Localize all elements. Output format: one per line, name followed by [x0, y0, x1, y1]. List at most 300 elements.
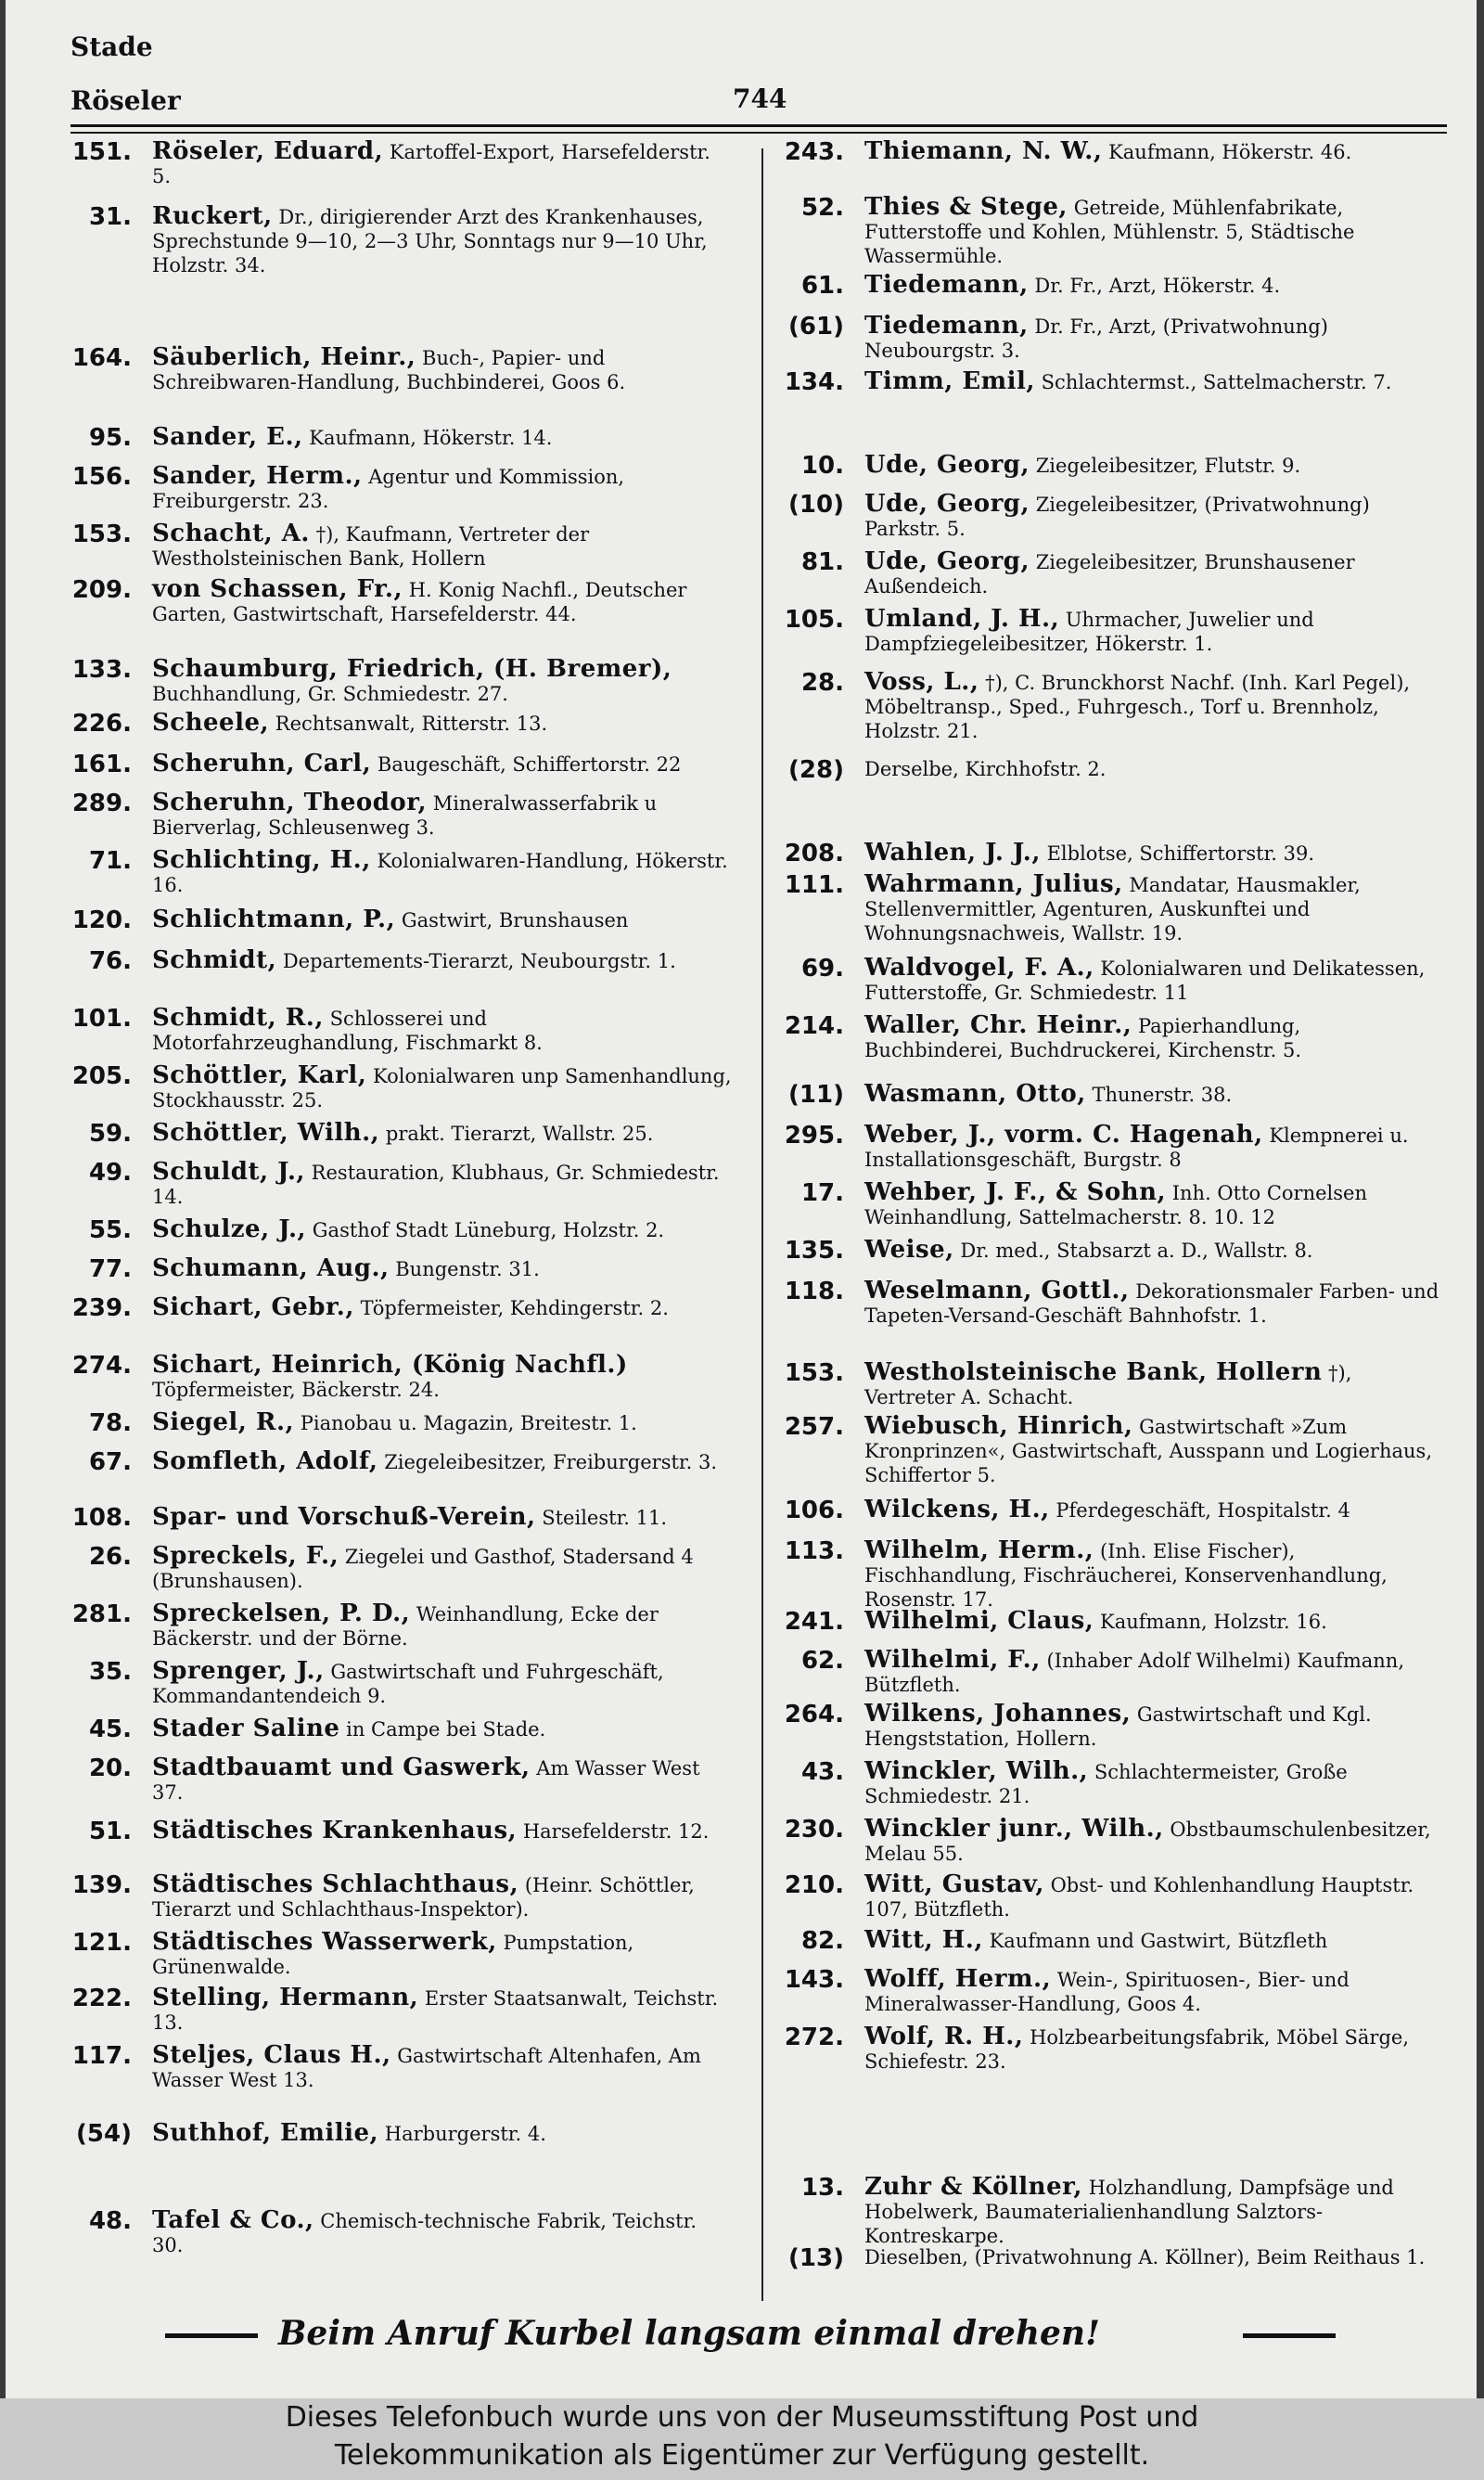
entry-text — [864, 1013, 1445, 1062]
entry-phone-number: (10) — [788, 491, 844, 519]
column-divider — [761, 148, 763, 2301]
entry-name: Weise, — [864, 1236, 954, 1264]
entry-name: Waldvogel, F. A., — [864, 954, 1094, 982]
directory-entry — [70, 657, 734, 706]
entry-text — [864, 139, 1445, 166]
directory-entry — [775, 1967, 1445, 2016]
entry-detail: Getreide, Mühlenfabrikate, Futterstoffe und Kohlen, Mühlenstr. 5, Städtische Wassermühle. — [864, 197, 1355, 267]
directory-entry — [70, 1872, 734, 1921]
entry-text — [152, 204, 734, 277]
entry-text — [152, 577, 734, 626]
entry-name: Schöttler, Karl, — [152, 1061, 367, 1089]
entry-text — [864, 1817, 1445, 1866]
directory-entry — [775, 314, 1445, 363]
entry-detail: Gastwirtschaft und Kgl. Hengststation, Hollern. — [864, 1703, 1372, 1750]
entry-phone-number: 241. — [784, 1608, 844, 1636]
directory-entry — [70, 1544, 734, 1593]
entry-detail: Dr. Fr., Arzt, Hökerstr. 4. — [1034, 275, 1281, 297]
entry-phone-number: 117. — [71, 2042, 132, 2070]
directory-entry — [70, 1985, 734, 2035]
entry-detail: Buch-, Papier- und Schreibwaren-Handlung, Buchbinderei, Goos 6. — [152, 347, 626, 393]
entry-text — [152, 790, 734, 840]
entry-text — [152, 1006, 734, 1055]
directory-entry — [775, 607, 1445, 656]
entry-phone-number: 52. — [800, 194, 844, 222]
entry-name: Winckler junr., Wilh., — [864, 1815, 1164, 1843]
directory-entry — [775, 273, 1445, 300]
entry-name: Wilckens, H., — [864, 1496, 1050, 1523]
entry-detail: Thunerstr. 38. — [1092, 1084, 1233, 1106]
directory-entry — [775, 492, 1445, 541]
entry-phone-number: 105. — [784, 606, 844, 634]
directory-entry — [70, 1716, 734, 1743]
entry-phone-number: 121. — [71, 1929, 132, 1957]
entry-phone-number: 295. — [784, 1122, 844, 1150]
page-number: 744 — [733, 84, 787, 114]
entry-name: Sander, E., — [152, 423, 303, 451]
entry-detail: Gasthof Stadt Lüneburg, Holzstr. 2. — [312, 1219, 665, 1241]
entry-text — [152, 1930, 734, 1979]
entry-name: Wahlen, J. J., — [864, 839, 1041, 867]
entry-detail: Kartoffel-Export, Harsefelderstr. 5. — [152, 141, 710, 187]
entry-text — [864, 1180, 1445, 1229]
entry-name: Voss, L., — [864, 668, 979, 696]
directory-entry — [70, 1659, 734, 1708]
entry-text — [152, 139, 734, 188]
directory-entry — [775, 195, 1445, 268]
entry-name: Schmidt, — [152, 946, 277, 974]
entry-name: Schlichting, H., — [152, 846, 371, 874]
entry-detail: Ziegeleibesitzer, Brunshausener Außendeich. — [864, 551, 1355, 598]
entry-detail: Buchhandlung, Gr. Schmiedestr. 27. — [152, 683, 508, 705]
entry-detail: Kaufmann, Holzstr. 16. — [1100, 1611, 1327, 1633]
entry-phone-number: 61. — [800, 272, 844, 300]
entry-name: Schuldt, J., — [152, 1158, 305, 1186]
header-rule-bottom — [70, 132, 1447, 134]
entry-name: Wolf, R. H., — [864, 2023, 1024, 2050]
entry-phone-number: 113. — [784, 1537, 844, 1565]
entry-detail: Töpfermeister, Bäckerstr. 24. — [152, 1379, 440, 1401]
directory-entry — [775, 757, 1445, 784]
directory-entry — [775, 1759, 1445, 1808]
entry-detail: Obstbaumschulenbesitzer, Melau 55. — [864, 1818, 1431, 1865]
entry-text — [152, 1755, 734, 1805]
entry-text — [864, 1497, 1445, 1524]
entry-detail: Klempnerei u. Installationsgeschäft, Burgstr. 8 — [864, 1124, 1409, 1171]
entry-detail: Kolonialwaren und Delikatessen, Futterstoffe, Gr. Schmiedestr. 11 — [864, 957, 1426, 1004]
directory-entry — [70, 1160, 734, 1209]
directory-entry — [70, 1353, 734, 1402]
directory-entry — [70, 948, 734, 975]
caption-line-1: Dieses Telefonbuch wurde uns von der Museumsstiftung Post und — [285, 2401, 1199, 2434]
entry-detail: Schlachtermst., Sattelmacherstr. 7. — [1041, 371, 1392, 393]
entry-phone-number: 81. — [800, 548, 844, 576]
entry-text — [864, 1360, 1445, 1409]
entry-text — [152, 2043, 734, 2092]
entry-text — [864, 956, 1445, 1005]
entry-text — [864, 1279, 1445, 1328]
entry-phone-number: 62. — [800, 1647, 844, 1675]
entry-detail: Pumpstation, Grünenwalde. — [152, 1932, 634, 1978]
entry-phone-number: 31. — [88, 203, 132, 231]
entry-name: Sichart, Heinrich, (König Nachfl.) — [152, 1351, 628, 1379]
entry-text — [152, 2121, 734, 2148]
entry-text — [152, 752, 734, 778]
entry-detail: Dieselben, (Privatwohnung A. Köllner), Beim Reithaus 1. — [864, 2246, 1426, 2268]
entry-phone-number: (54) — [76, 2120, 132, 2148]
entry-name: Sichart, Gebr., — [152, 1293, 354, 1321]
entry-detail: Steilestr. 11. — [542, 1507, 668, 1529]
entry-name: Winckler, Wilh., — [864, 1757, 1089, 1785]
entry-text — [864, 549, 1445, 598]
entry-name: Sander, Herm., — [152, 462, 363, 490]
entry-text — [864, 1538, 1445, 1612]
directory-entry — [775, 670, 1445, 743]
entry-name: Siegel, R., — [152, 1408, 295, 1436]
archive-caption — [0, 2398, 1484, 2480]
entry-text — [864, 1967, 1445, 2016]
entry-text — [152, 1121, 734, 1148]
directory-entry — [70, 345, 734, 394]
entry-name: Wilhelm, Herm., — [864, 1536, 1094, 1564]
entry-phone-number: (13) — [788, 2244, 844, 2272]
entry-text — [152, 1985, 734, 2035]
directory-entry — [70, 1449, 734, 1476]
header-place: Stade — [70, 32, 153, 62]
entry-text — [864, 369, 1445, 396]
directory-entry — [70, 1505, 734, 1532]
entry-phone-number: 101. — [71, 1005, 132, 1033]
entry-text — [864, 607, 1445, 656]
entry-text — [152, 345, 734, 394]
entry-name: Stadtbauamt und Gaswerk, — [152, 1754, 531, 1781]
entry-text — [152, 1659, 734, 1708]
entry-text — [864, 872, 1445, 945]
entry-text — [152, 1353, 734, 1402]
entry-phone-number: 143. — [784, 1966, 844, 1994]
entry-phone-number: 230. — [784, 1816, 844, 1844]
entry-detail: Obst- und Kohlenhandlung Hauptstr. 107, Bützfleth. — [864, 1874, 1414, 1921]
entry-name: Schumann, Aug., — [152, 1254, 390, 1282]
entry-detail: Dr. Fr., Arzt, (Privatwohnung) Neubourgstr. 3. — [864, 315, 1328, 362]
entry-name: Schacht, A. — [152, 520, 310, 547]
entry-text — [864, 2245, 1445, 2272]
entry-text — [152, 1256, 734, 1283]
entry-name: Scheele, — [152, 709, 270, 737]
entry-detail: Pferdegeschäft, Hospitalstr. 4 — [1055, 1499, 1350, 1522]
entry-detail: Restauration, Klubhaus, Gr. Schmiedestr. 14. — [152, 1162, 720, 1208]
entry-detail: prakt. Tierarzt, Wallstr. 25. — [385, 1123, 654, 1145]
directory-entry — [70, 1006, 734, 1055]
footer-notice: Beim Anruf Kurbel langsam einmal drehen! — [278, 2314, 1100, 2353]
entry-detail: Gastwirtschaft »Zum Kronprinzen«, Gastwirtschaft, Ausspann und Logierhaus, Schiffertor 5. — [864, 1416, 1432, 1486]
entry-text — [864, 1609, 1445, 1636]
entry-phone-number: 164. — [71, 344, 132, 372]
entry-phone-number: 214. — [784, 1012, 844, 1040]
entry-name: Stader Saline — [152, 1715, 340, 1742]
entry-detail: Schlosserei und Motorfahrzeughandlung, Fischmarkt 8. — [152, 1008, 543, 1054]
entry-detail: Holzbearbeitungsfabrik, Möbel Särge, Schiefestr. 23. — [864, 2026, 1410, 2073]
entry-text — [864, 841, 1445, 867]
entry-detail: Kaufmann, Hökerstr. 14. — [309, 427, 553, 449]
entry-phone-number: 59. — [88, 1120, 132, 1148]
entry-phone-number: 20. — [88, 1754, 132, 1782]
entry-text — [152, 425, 734, 452]
directory-entry — [775, 1497, 1445, 1524]
entry-text — [152, 1160, 734, 1209]
directory-entry — [70, 790, 734, 840]
entry-text — [864, 670, 1445, 743]
entry-phone-number: 111. — [784, 871, 844, 899]
entry-phone-number: 161. — [71, 751, 132, 778]
entry-phone-number: 264. — [784, 1701, 844, 1728]
entry-phone-number: 76. — [88, 947, 132, 975]
entry-name: Städtisches Wasserwerk, — [152, 1928, 497, 1956]
directory-entry — [70, 139, 734, 188]
entry-phone-number: 95. — [88, 424, 132, 452]
footer-rule-right — [1243, 2333, 1336, 2338]
entry-phone-number: 17. — [800, 1179, 844, 1207]
entry-phone-number: 153. — [784, 1359, 844, 1387]
entry-phone-number: 208. — [784, 840, 844, 867]
entry-phone-number: 134. — [784, 368, 844, 396]
entry-phone-number: 55. — [88, 1216, 132, 1244]
directory-entry — [775, 1013, 1445, 1062]
directory-entry — [70, 1818, 734, 1845]
entry-name: Stelling, Hermann, — [152, 1984, 419, 2011]
directory-entry — [775, 1360, 1445, 1409]
directory-entry — [70, 2043, 734, 2092]
directory-entry — [70, 1410, 734, 1437]
entry-name: Somfleth, Adolf, — [152, 1447, 378, 1475]
entry-text — [152, 907, 734, 934]
entry-text — [864, 2024, 1445, 2074]
entry-detail: Uhrmacher, Juwelier und Dampfziegeleibesitzer, Hökerstr. 1. — [864, 609, 1314, 655]
entry-detail: (Inh. Elise Fischer), Fischhandlung, Fischräucherei, Konservenhandlung, Rosenstr. 17. — [864, 1540, 1388, 1611]
entry-name: Sprenger, J., — [152, 1657, 325, 1685]
entry-name: Thiemann, N. W., — [864, 137, 1103, 165]
entry-phone-number: 82. — [800, 1927, 844, 1955]
entry-text — [864, 1123, 1445, 1172]
entry-name: Westholsteinische Bank, Hollern — [864, 1358, 1323, 1386]
entry-detail: Kolonialwaren-Handlung, Hökerstr. 16. — [152, 850, 728, 896]
directory-entry — [775, 2245, 1445, 2272]
entry-detail: Dekorationsmaler Farben- und Tapeten-Versand-Geschäft Bahnhofstr. 1. — [864, 1280, 1439, 1327]
entry-detail: Chemisch-technische Fabrik, Teichstr. 30. — [152, 2210, 697, 2256]
directory-entry — [70, 1755, 734, 1805]
entry-text — [864, 453, 1445, 480]
entry-phone-number: 281. — [71, 1600, 132, 1628]
directory-entry — [70, 1121, 734, 1148]
entry-name: Tiedemann, — [864, 312, 1029, 340]
entry-text — [864, 1928, 1445, 1955]
directory-entry — [70, 577, 734, 626]
entry-phone-number: 156. — [71, 463, 132, 491]
entry-name: Scheruhn, Theodor, — [152, 789, 428, 816]
directory-entry — [70, 1295, 734, 1322]
entry-text — [152, 464, 734, 513]
entry-text — [864, 1759, 1445, 1808]
entry-text — [152, 948, 734, 975]
entry-text — [152, 1505, 734, 1532]
entry-name: Tafel & Co., — [152, 2206, 314, 2234]
entry-detail: Inh. Otto Cornelsen Weinhandlung, Sattelmacherstr. 8. 10. 12 — [864, 1182, 1367, 1228]
entry-detail: Kaufmann, Hökerstr. 46. — [1108, 141, 1352, 163]
entry-detail: (Inhaber Adolf Wilhelmi) Kaufmann, Bützfleth. — [864, 1650, 1404, 1696]
entry-detail: Holzhandlung, Dampfsäge und Hobelwerk, Baumaterialienhandlung Salztors-Kontreskarpe. — [864, 2177, 1394, 2247]
entry-detail: Kolonialwaren unp Samenhandlung, Stockhausstr. 25. — [152, 1065, 732, 1112]
entry-name: Röseler, Eduard, — [152, 137, 384, 165]
entry-detail: Am Wasser West 37. — [152, 1757, 700, 1804]
entry-detail: Ziegeleibesitzer, Flutstr. 9. — [1035, 455, 1301, 477]
header-rule-top — [70, 124, 1447, 127]
entry-detail: Erster Staatsanwalt, Teichstr. 13. — [152, 1987, 719, 2034]
entry-text — [152, 1449, 734, 1476]
directory-entry — [70, 711, 734, 738]
entry-detail: Harsefelderstr. 12. — [522, 1820, 710, 1843]
entry-name: Waller, Chr. Heinr., — [864, 1011, 1132, 1039]
entry-name: Spreckelsen, P. D., — [152, 1600, 411, 1627]
directory-entry — [775, 453, 1445, 480]
directory-entry — [775, 1279, 1445, 1328]
entry-phone-number: 77. — [88, 1255, 132, 1283]
entry-phone-number: 48. — [88, 2207, 132, 2235]
entry-phone-number: 108. — [71, 1504, 132, 1532]
directory-entry — [70, 907, 734, 934]
entry-text — [864, 1648, 1445, 1697]
entry-text — [864, 757, 1445, 784]
entry-phone-number: 274. — [71, 1352, 132, 1380]
entry-detail: (Heinr. Schöttler, Tierarzt und Schlachthaus-Inspektor). — [152, 1874, 695, 1921]
entry-text — [864, 1238, 1445, 1265]
entry-phone-number: 13. — [800, 2174, 844, 2202]
entry-name: Steljes, Claus H., — [152, 2041, 391, 2069]
directory-entry — [775, 549, 1445, 598]
entry-name: Umland, J. H., — [864, 605, 1060, 633]
entry-name: Witt, Gustav, — [864, 1870, 1044, 1898]
entry-text — [152, 1410, 734, 1437]
directory-entry — [775, 1702, 1445, 1751]
entry-phone-number: 226. — [71, 710, 132, 738]
entry-text — [152, 1217, 734, 1244]
entry-name: Schulze, J., — [152, 1215, 307, 1243]
entry-name: Ude, Georg, — [864, 547, 1030, 575]
entry-phone-number: (28) — [788, 756, 844, 784]
entry-phone-number: 35. — [88, 1658, 132, 1686]
entry-detail: Ziegelei und Gasthof, Stadersand 4 (Brunshausen). — [152, 1546, 694, 1592]
entry-detail: in Campe bei Stade. — [346, 1718, 546, 1741]
entry-text — [864, 2175, 1445, 2248]
entry-name: Timm, Emil, — [864, 367, 1035, 395]
entry-phone-number: 209. — [71, 576, 132, 604]
entry-phone-number: 222. — [71, 1985, 132, 2012]
entry-text — [864, 1414, 1445, 1487]
entry-detail: Weinhandlung, Ecke der Bäckerstr. und der Börne. — [152, 1603, 659, 1650]
entry-detail: Schlachtermeister, Große Schmiedestr. 21. — [864, 1761, 1348, 1807]
entry-detail: Mandatar, Hausmakler, Stellenvermittler, Agenturen, Auskunftei und Wohnungsnachweis, Wallstr. 19. — [864, 874, 1361, 944]
entry-name: Wilhelmi, Claus, — [864, 1607, 1094, 1635]
entry-phone-number: 289. — [71, 790, 132, 817]
directory-entry — [70, 1063, 734, 1112]
entry-name: Weber, J., vorm. C. Hagenah, — [864, 1121, 1263, 1149]
entry-text — [152, 1818, 734, 1845]
entry-text — [864, 314, 1445, 363]
directory-entry — [70, 425, 734, 452]
entry-phone-number: 151. — [71, 138, 132, 166]
directory-entry — [775, 1928, 1445, 1955]
directory-entry — [775, 2175, 1445, 2248]
entry-text — [152, 711, 734, 738]
directory-entry — [775, 956, 1445, 1005]
entry-phone-number: 272. — [784, 2024, 844, 2051]
entry-phone-number: 133. — [71, 656, 132, 684]
directory-entry — [775, 1414, 1445, 1487]
entry-phone-number: 139. — [71, 1871, 132, 1899]
directory-entry — [70, 2208, 734, 2257]
directory-entry — [70, 464, 734, 513]
entry-text — [152, 657, 734, 706]
entry-detail: Derselbe, Kirchhofstr. 2. — [864, 758, 1107, 780]
entry-name: Wolff, Herm., — [864, 1965, 1052, 1993]
entry-phone-number: 28. — [800, 669, 844, 697]
directory-entry — [70, 2121, 734, 2148]
entry-detail: †), Vertreter A. Schacht. — [864, 1362, 1352, 1408]
directory-entry — [70, 752, 734, 778]
entry-name: Wilkens, Johannes, — [864, 1700, 1132, 1728]
entry-phone-number: 45. — [88, 1715, 132, 1743]
entry-name: Ude, Georg, — [864, 451, 1030, 479]
entry-detail: Agentur und Kommission, Freiburgerstr. 23. — [152, 466, 625, 512]
entry-phone-number: 49. — [88, 1159, 132, 1187]
entry-name: Schaumburg, Friedrich, (H. Bremer), — [152, 655, 672, 683]
entry-name: Spar- und Vorschuß-Verein, — [152, 1503, 536, 1531]
entry-text — [152, 1872, 734, 1921]
directory-entry — [70, 1930, 734, 1979]
entry-text — [864, 1702, 1445, 1751]
entry-detail: Töpfermeister, Kehdingerstr. 2. — [360, 1297, 669, 1319]
page-edge-right — [1477, 0, 1484, 2398]
entry-phone-number: 135. — [784, 1237, 844, 1265]
entry-name: Städtisches Schlachthaus, — [152, 1870, 519, 1898]
entry-name: Witt, H., — [864, 1926, 983, 1954]
entry-text — [152, 1295, 734, 1322]
entry-phone-number: 106. — [784, 1497, 844, 1524]
directory-entry — [775, 1123, 1445, 1172]
entry-detail: Papierhandlung, Buchbinderei, Buchdruckerei, Kirchenstr. 5. — [864, 1015, 1302, 1061]
entry-name: Scheruhn, Carl, — [152, 750, 372, 777]
entry-phone-number: 67. — [88, 1448, 132, 1476]
entry-phone-number: 205. — [71, 1062, 132, 1090]
entry-detail: †), C. Brunckhorst Nachf. (Inh. Karl Pegel), Möbeltransp., Sped., Fuhrgesch., Torf u. Brennholz, Holzstr. 21. — [864, 672, 1411, 742]
entry-name: Thies & Stege, — [864, 193, 1068, 221]
entry-text — [152, 1544, 734, 1593]
entry-phone-number: 210. — [784, 1871, 844, 1899]
entry-text — [864, 195, 1445, 268]
page-edge-left — [0, 0, 6, 2398]
entry-detail: Harburgerstr. 4. — [384, 2123, 546, 2145]
entry-detail: Gastwirtschaft Altenhafen, Am Wasser West 13. — [152, 2045, 701, 2091]
directory-entry — [775, 1180, 1445, 1229]
entry-detail: Mineralwasserfabrik u Bierverlag, Schleusenweg 3. — [152, 792, 658, 839]
directory-entry — [775, 1648, 1445, 1697]
entry-name: Suthhof, Emilie, — [152, 2119, 379, 2147]
entry-detail: †), Kaufmann, Vertreter der Westholsteinischen Bank, Hollern — [152, 523, 590, 570]
entry-name: von Schassen, Fr., — [152, 575, 403, 603]
directory-entry — [70, 521, 734, 571]
entry-phone-number: 10. — [800, 452, 844, 480]
entry-detail: Baugeschäft, Schiffertorstr. 22 — [377, 753, 682, 776]
directory-entry — [70, 1601, 734, 1651]
